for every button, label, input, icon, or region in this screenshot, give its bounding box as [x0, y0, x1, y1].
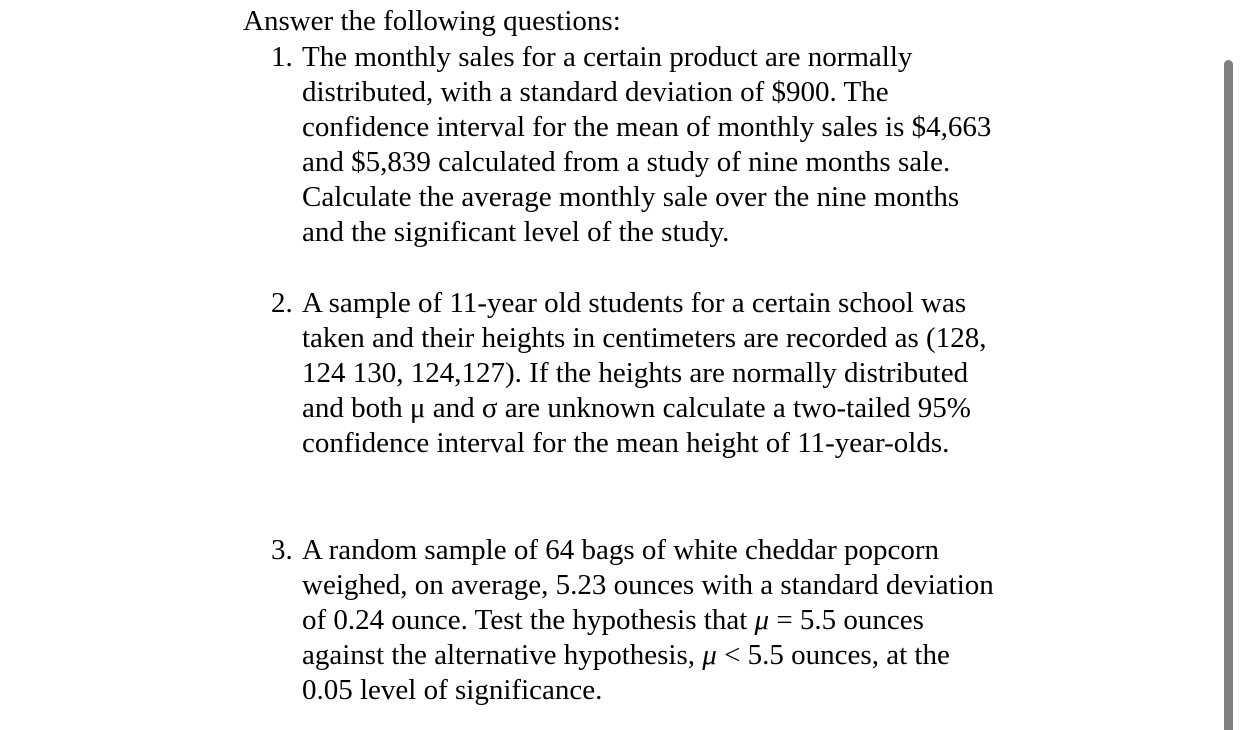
question-text-fragment: < 5.5 ounces, at the [716, 639, 950, 671]
question-text-fragment: = 5.5 ounces [769, 604, 924, 636]
question-text-line: confidence interval for the mean height of 11-year-olds. [302, 427, 950, 459]
question-text-fragment: of 0.24 ounce. Test the hypothesis that [302, 604, 755, 636]
question-text-line: weighed, on average, 5.23 ounces with a standard deviation [302, 569, 994, 601]
question-text-line: and the significant level of the study. [302, 216, 730, 248]
question-text-fragment: against the alternative hypothesis, [302, 639, 703, 671]
question-number: 2. [271, 287, 293, 319]
question-text-line: taken and their heights in centimeters are recorded as (128, [302, 322, 987, 354]
question-text-line: and $5,839 calculated from a study of nine months sale. [302, 146, 951, 178]
question-text-line: Calculate the average monthly sale over the nine months [302, 181, 960, 213]
question-text-line: distributed, with a standard deviation of $900. The [302, 76, 889, 108]
question-1 [271, 40, 991, 250]
question-text-line: 0.05 level of significance. [302, 674, 603, 706]
mu-symbol: μ [754, 604, 770, 636]
question-number: 1. [271, 41, 293, 73]
question-text-line: confidence interval for the mean of monthly sales is $4,663 [302, 111, 992, 143]
question-text-line: 124 130, 124,127). If the heights are normally distributed [302, 357, 969, 389]
question-text-line [302, 638, 994, 673]
question-text-line: A sample of 11-year old students for a certain school was [302, 287, 967, 319]
mu-symbol: μ [702, 639, 717, 671]
question-text-line: and both μ and σ are unknown calculate a two-tailed 95% [302, 392, 971, 424]
question-text-line: A random sample of 64 bags of white cheddar popcorn [302, 534, 940, 566]
question-3 [271, 533, 994, 708]
page-heading: Answer the following questions: [243, 5, 621, 37]
question-number: 3. [271, 534, 293, 566]
question-2 [271, 286, 986, 461]
question-text-line: The monthly sales for a certain product are normally [302, 41, 913, 73]
scrollbar-thumb[interactable] [1224, 60, 1233, 730]
question-text-line [302, 603, 994, 638]
